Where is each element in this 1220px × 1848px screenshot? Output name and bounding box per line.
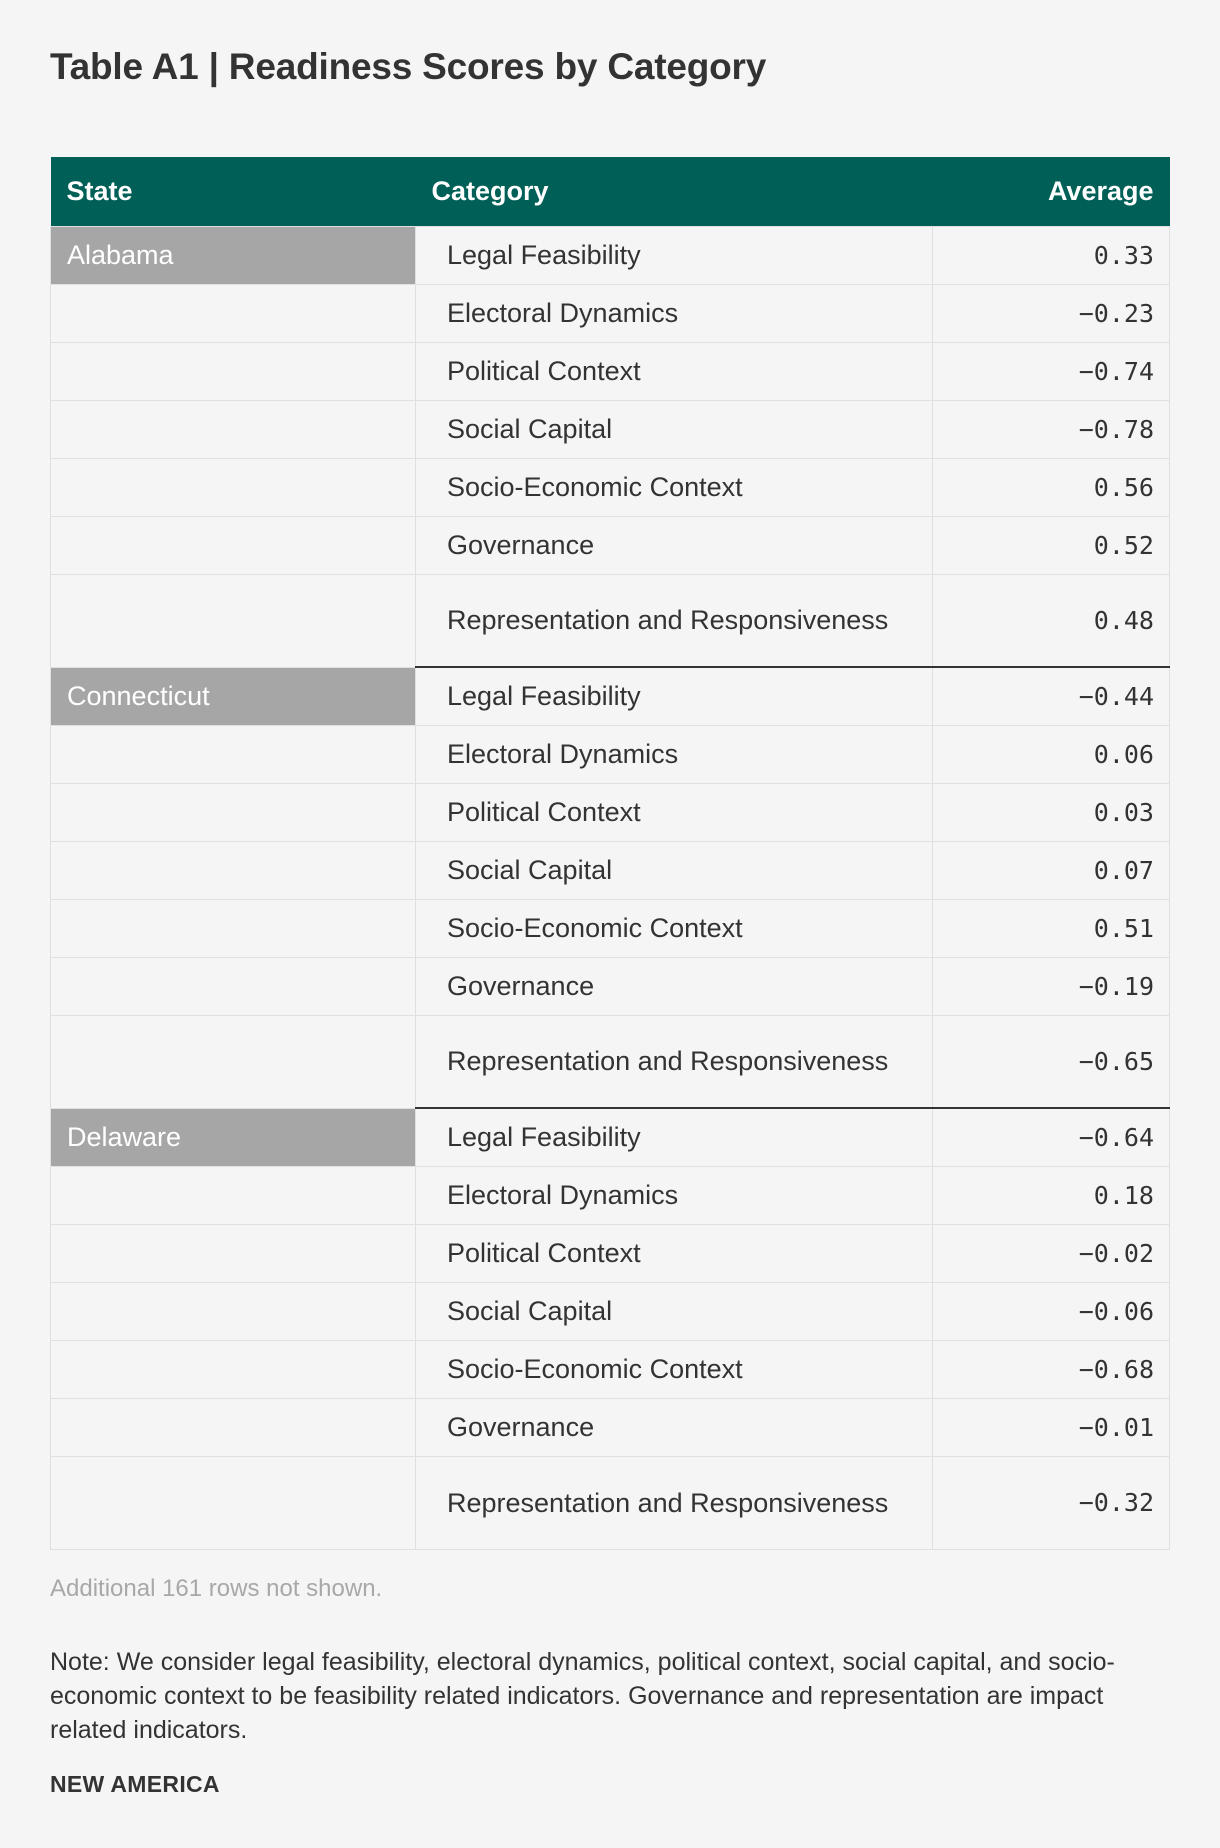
table-row: [51, 957, 1170, 1015]
rows-not-shown-note: Additional 161 rows not shown.: [50, 1575, 383, 1602]
category-cell: Political Context: [416, 783, 933, 841]
table-row: [51, 516, 1170, 574]
table-note: Note: We consider legal feasibility, electoral dynamics, political context, social capital, and socio-economic context to be feasibility related indicators. Governance and representation are impact related indicators.: [50, 1648, 1115, 1744]
average-cell: −0.74: [933, 342, 1170, 400]
state-cell: [51, 1166, 416, 1224]
average-cell: 0.18: [933, 1166, 1170, 1224]
state-cell: [51, 1224, 416, 1282]
table-row: [51, 574, 1170, 667]
category-cell: Political Context: [416, 342, 933, 400]
state-cell: [51, 458, 416, 516]
category-cell: Governance: [416, 516, 933, 574]
state-cell: [51, 284, 416, 342]
average-cell: −0.78: [933, 400, 1170, 458]
average-cell: −0.44: [933, 667, 1170, 725]
state-cell: [51, 957, 416, 1015]
average-cell: 0.56: [933, 458, 1170, 516]
table-row: [51, 400, 1170, 458]
average-cell: −0.02: [933, 1224, 1170, 1282]
table-title: Table A1 | Readiness Scores by Category: [50, 46, 767, 87]
table-row: [51, 1166, 1170, 1224]
average-cell: 0.33: [933, 226, 1170, 284]
table-row: [51, 1282, 1170, 1340]
table-row: [51, 458, 1170, 516]
table-row: [51, 1340, 1170, 1398]
state-label: Alabama: [51, 227, 415, 284]
state-cell: [51, 667, 416, 725]
brand-logo-text: NEW AMERICA: [50, 1771, 220, 1797]
category-cell: Electoral Dynamics: [416, 725, 933, 783]
category-cell: Socio-Economic Context: [416, 1340, 933, 1398]
average-cell: −0.65: [933, 1015, 1170, 1108]
category-cell: Governance: [416, 1398, 933, 1456]
average-cell: 0.03: [933, 783, 1170, 841]
average-cell: −0.06: [933, 1282, 1170, 1340]
state-cell: [51, 841, 416, 899]
average-cell: 0.48: [933, 574, 1170, 667]
average-cell: −0.32: [933, 1456, 1170, 1549]
category-cell: Electoral Dynamics: [416, 1166, 933, 1224]
table-row: [51, 1456, 1170, 1549]
state-label: Connecticut: [51, 668, 415, 725]
average-cell: −0.64: [933, 1108, 1170, 1166]
state-cell: [51, 1398, 416, 1456]
table-row: [51, 783, 1170, 841]
average-cell: 0.51: [933, 899, 1170, 957]
state-cell: [51, 783, 416, 841]
category-cell: Representation and Responsiveness: [416, 1015, 933, 1108]
category-cell: Legal Feasibility: [416, 667, 933, 725]
average-cell: 0.52: [933, 516, 1170, 574]
state-cell: [51, 1282, 416, 1340]
column-header-state: State: [66, 175, 133, 206]
state-cell: [51, 400, 416, 458]
state-cell: [51, 226, 416, 284]
state-label: Delaware: [51, 1109, 415, 1166]
category-cell: Representation and Responsiveness: [416, 1456, 933, 1549]
column-header-category: Category: [431, 175, 549, 206]
average-cell: −0.23: [933, 284, 1170, 342]
table-row: [51, 226, 1170, 284]
table-body: [51, 226, 1170, 1549]
category-cell: Social Capital: [416, 1282, 933, 1340]
table-row: [51, 1224, 1170, 1282]
state-cell: [51, 574, 416, 667]
category-cell: Electoral Dynamics: [416, 284, 933, 342]
state-cell: [51, 1108, 416, 1166]
state-cell: [51, 1456, 416, 1549]
table-row: [51, 1015, 1170, 1108]
state-cell: [51, 1340, 416, 1398]
average-cell: −0.19: [933, 957, 1170, 1015]
state-cell: [51, 516, 416, 574]
average-cell: 0.06: [933, 725, 1170, 783]
column-header-average: Average: [1047, 175, 1154, 206]
category-cell: Social Capital: [416, 400, 933, 458]
category-cell: Socio-Economic Context: [416, 458, 933, 516]
category-cell: Representation and Responsiveness: [416, 574, 933, 667]
average-cell: −0.68: [933, 1340, 1170, 1398]
state-cell: [51, 725, 416, 783]
table-row: [51, 667, 1170, 725]
state-cell: [51, 342, 416, 400]
table-header-row: [51, 157, 1170, 226]
state-cell: [51, 899, 416, 957]
table-row: [51, 284, 1170, 342]
category-cell: Political Context: [416, 1224, 933, 1282]
category-cell: Governance: [416, 957, 933, 1015]
table-row: [51, 342, 1170, 400]
state-cell: [51, 1015, 416, 1108]
category-cell: Legal Feasibility: [416, 226, 933, 284]
table-row: [51, 725, 1170, 783]
average-cell: −0.01: [933, 1398, 1170, 1456]
table-row: [51, 841, 1170, 899]
category-cell: Legal Feasibility: [416, 1108, 933, 1166]
category-cell: Socio-Economic Context: [416, 899, 933, 957]
table-row: [51, 899, 1170, 957]
category-cell: Social Capital: [416, 841, 933, 899]
table-row: [51, 1108, 1170, 1166]
readiness-table: [50, 157, 1170, 1550]
table-row: [51, 1398, 1170, 1456]
average-cell: 0.07: [933, 841, 1170, 899]
